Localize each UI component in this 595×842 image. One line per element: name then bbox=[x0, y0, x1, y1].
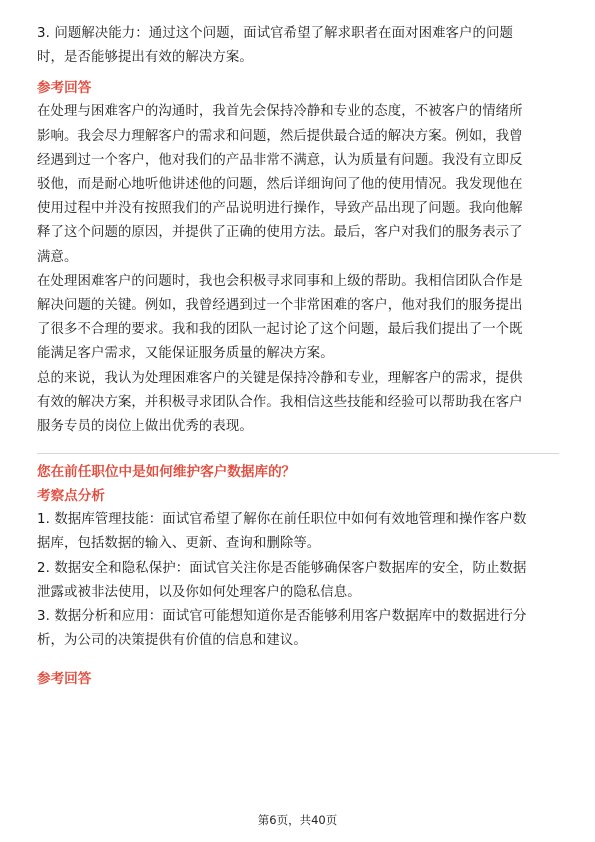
analysis-point-3-problem-solving bbox=[37, 22, 559, 70]
text-line: 了很多不合理的要求。我和我的团队一起讨论了这个问题，最后我们提出了一个既 bbox=[37, 322, 523, 338]
text-line: 释了这个问题的原因，并提供了正确的使用方法。最后，客户对我们的服务表示了 bbox=[37, 225, 523, 241]
text-line: 服务专员的岗位上做出优秀的表现。 bbox=[37, 419, 253, 435]
text-line: 3. 问题解决能力：通过这个问题，面试官希望了解求职者在面对困难客户的问题 bbox=[37, 26, 514, 41]
text-line: 影响。我会尽力理解客户的需求和问题，然后提供最合适的解决方案。例如，我曾 bbox=[37, 128, 523, 144]
text-line: 1. 数据库管理技能：面试官希望了解你在前任职位中如何有效地管理和操作客户数 bbox=[37, 512, 527, 528]
analysis-point-2 bbox=[37, 557, 559, 605]
text-line: 使用过程中并没有按照我们的产品说明进行操作，导致产品出现了问题。我向他解 bbox=[37, 201, 523, 217]
reference-answer-heading: 参考回答 bbox=[37, 80, 92, 97]
text-line: 2. 数据安全和隐私保护：面试官关注你是否能够确保客户数据库的安全，防止数据 bbox=[37, 560, 527, 576]
text-line: 在处理困难客户的问题时，我也会积极寻求同事和上级的帮助。我相信团队合作是 bbox=[37, 273, 523, 289]
text-line: 驳他，而是耐心地听他讲述他的问题，然后详细询问了他的使用情况。我发现他在 bbox=[37, 177, 523, 193]
text-line: 时，是否能够提出有效的解决方案。 bbox=[37, 50, 253, 66]
reference-answer-heading-2: 参考回答 bbox=[37, 671, 92, 688]
text-line: 能满足客户需求，又能保证服务质量的解决方案。 bbox=[37, 346, 334, 362]
question-heading: 您在前任职位中是如何维护客户数据库的？ bbox=[37, 464, 296, 481]
text-line: 总的来说，我认为处理困难客户的关键是保持冷静和专业，理解客户的需求，提供 bbox=[37, 370, 523, 386]
text-line: 解决问题的关键。例如，我曾经遇到过一个非常困难的客户，他对我们的服务提出 bbox=[37, 298, 523, 314]
page-content bbox=[37, 22, 559, 691]
text-line: 在处理与困难客户的沟通时，我首先会保持冷静和专业的态度，不被客户的情绪所 bbox=[37, 104, 523, 120]
text-line: 析，为公司的决策提供有价值的信息和建议。 bbox=[37, 633, 307, 649]
text-line: 3. 数据分析和应用：面试官可能想知道你是否能够利用客户数据库中的数据进行分 bbox=[37, 609, 527, 625]
section-divider bbox=[37, 453, 559, 454]
answer-paragraph-3 bbox=[37, 367, 559, 440]
text-line: 满意。 bbox=[37, 249, 78, 265]
text-line: 有效的解决方案，并积极寻求团队合作。我相信这些技能和经验可以帮助我在客户 bbox=[37, 394, 523, 410]
analysis-point-1 bbox=[37, 508, 559, 556]
text-line: 泄露或被非法使用，以及你如何处理客户的隐私信息。 bbox=[37, 584, 361, 600]
analysis-heading: 考察点分析 bbox=[37, 488, 105, 505]
page-footer: 第6页，共40页 bbox=[257, 813, 338, 827]
text-line: 经遇到过一个客户，他对我们的产品非常不满意，认为质量有问题。我没有立即反 bbox=[37, 152, 523, 168]
answer-paragraph-1 bbox=[37, 100, 559, 269]
analysis-point-3 bbox=[37, 605, 559, 653]
answer-paragraph-2 bbox=[37, 270, 559, 367]
text-line: 据库，包括数据的输入、更新、查询和删除等。 bbox=[37, 536, 321, 552]
